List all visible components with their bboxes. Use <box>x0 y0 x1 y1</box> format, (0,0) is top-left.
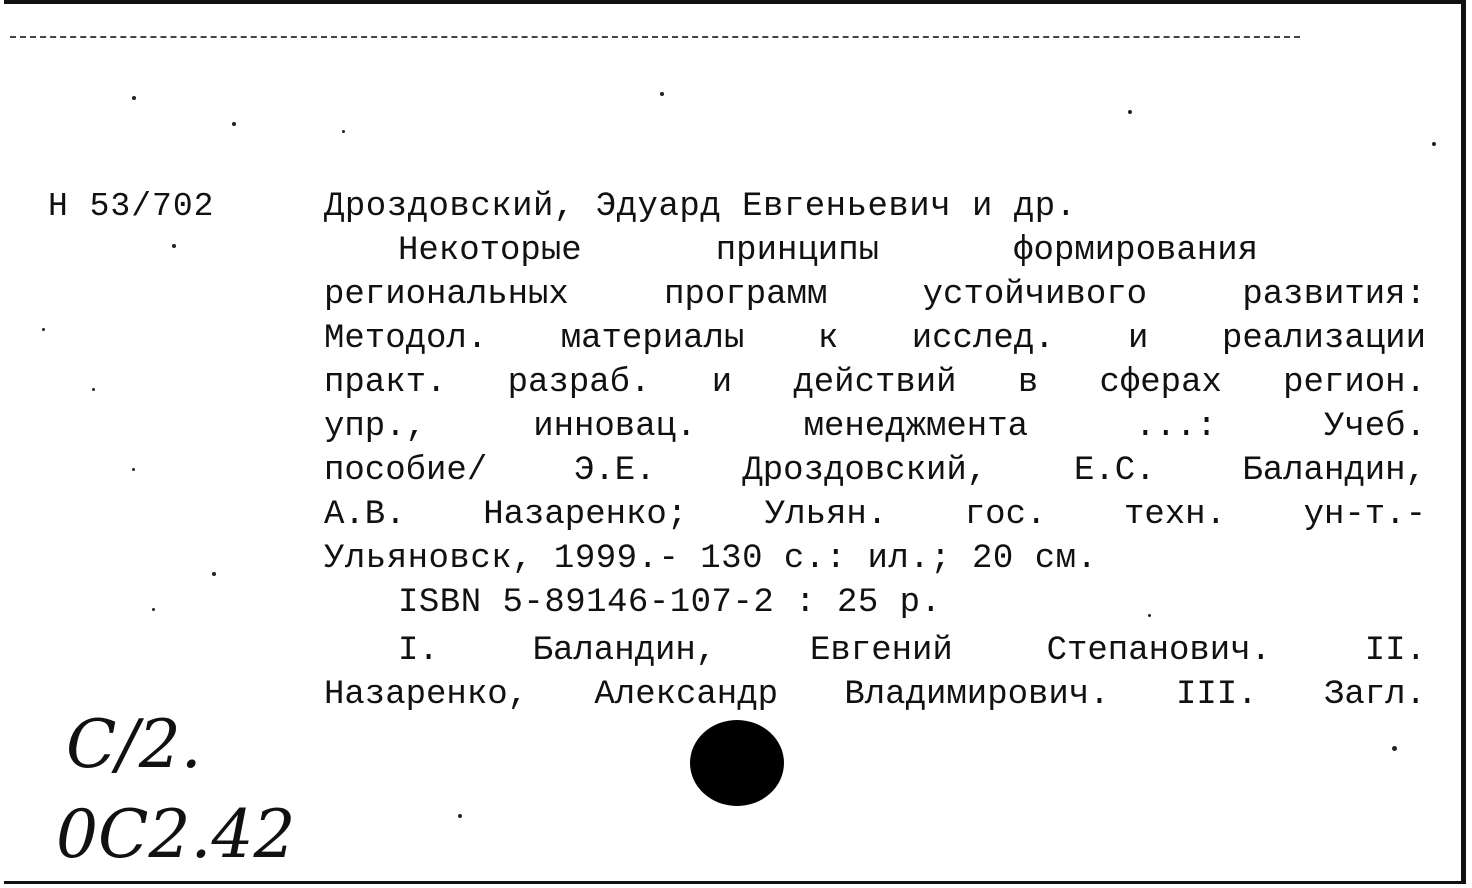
title-word: Э.Е. <box>573 452 656 490</box>
scan-speck <box>458 814 462 818</box>
title-word: региональных <box>324 276 569 314</box>
title-line-3 <box>324 320 1426 358</box>
scan-speck <box>42 328 45 331</box>
title-word: материалы <box>560 320 745 358</box>
shelfmark: Н 53/702 <box>48 188 215 225</box>
card-top-rule <box>10 36 1300 38</box>
title-word: техн. <box>1123 496 1226 534</box>
scan-speck <box>660 92 664 96</box>
tracing-word: Евгений <box>809 632 953 670</box>
title-word: практ. <box>324 364 447 402</box>
isbn-line: ISBN 5-89146-107-2 : 25 р. <box>398 584 942 622</box>
title-word: А.В. <box>324 496 406 534</box>
tracings-line-2 <box>324 676 1426 714</box>
title-word: Е.С. <box>1073 452 1156 490</box>
tracing-word: I. <box>398 632 439 670</box>
title-word: Методол. <box>324 320 488 358</box>
title-word: к <box>817 320 839 358</box>
title-word: принципы <box>715 232 880 270</box>
scan-speck <box>1128 110 1132 114</box>
scan-speck <box>212 572 216 576</box>
title-word: программ <box>664 276 828 314</box>
scan-speck <box>342 130 345 133</box>
title-word: ...: <box>1135 408 1217 446</box>
punch-hole <box>690 720 784 806</box>
scan-speck <box>232 122 236 126</box>
title-word: развития: <box>1242 276 1426 314</box>
title-line-5 <box>324 408 1426 446</box>
scan-speck <box>132 468 135 471</box>
title-word: Дроздовский, <box>742 452 988 490</box>
title-word: действий <box>793 364 957 402</box>
tracing-word: Степанович. <box>1046 632 1272 670</box>
title-line-6 <box>324 452 1426 490</box>
title-word: менеджмента <box>803 408 1029 446</box>
tracing-word: Баландин, <box>532 632 717 670</box>
title-word: пособие/ <box>324 452 488 490</box>
title-line-7 <box>324 496 1426 534</box>
scan-speck <box>92 388 95 391</box>
tracing-word: Загл. <box>1323 676 1426 714</box>
title-word: Учеб. <box>1323 408 1426 446</box>
title-word: сферах <box>1099 364 1222 402</box>
title-line-1 <box>398 232 1258 270</box>
title-word: разраб. <box>507 364 651 402</box>
tracings-line-1 <box>398 632 1426 670</box>
title-word: Назаренко; <box>483 496 688 534</box>
title-word: Некоторые <box>398 232 582 270</box>
tracing-word: II. <box>1364 632 1426 670</box>
imprint-line: Ульяновск, 1999.- 130 с.: ил.; 20 см. <box>324 540 1098 578</box>
title-word: гос. <box>964 496 1047 534</box>
title-word: реализации <box>1221 320 1426 358</box>
title-word: устойчивого <box>922 276 1148 314</box>
tracing-word: Назаренко, <box>324 676 529 714</box>
tracing-word: Александр <box>594 676 779 714</box>
tracing-word: Владимирович. <box>844 676 1110 714</box>
title-word: исслед. <box>911 320 1055 358</box>
title-word: упр., <box>324 408 427 446</box>
title-line-4 <box>324 364 1426 402</box>
scan-speck <box>1392 746 1397 751</box>
title-word: формирования <box>1013 232 1258 270</box>
title-word: и <box>711 364 733 402</box>
handwritten-code-1: С/2. <box>66 706 202 783</box>
handwritten-code-2: 0С2.42 <box>56 796 296 873</box>
title-line-2 <box>324 276 1426 314</box>
tracing-word: III. <box>1175 676 1258 714</box>
title-word: Баландин, <box>1242 452 1426 490</box>
scan-speck <box>132 96 136 100</box>
title-word: регион. <box>1283 364 1426 402</box>
scan-speck <box>1148 614 1151 617</box>
author-line: Дроздовский, Эдуард Евгеньевич и др. <box>324 188 1077 226</box>
scan-speck <box>152 608 155 611</box>
title-word: инновац. <box>533 408 697 446</box>
scan-speck <box>172 244 176 248</box>
title-word: и <box>1128 320 1149 358</box>
scan-speck <box>1432 142 1436 146</box>
title-word: ун-т.- <box>1303 496 1426 534</box>
title-word: Ульян. <box>764 496 888 534</box>
title-word: в <box>1017 364 1039 402</box>
